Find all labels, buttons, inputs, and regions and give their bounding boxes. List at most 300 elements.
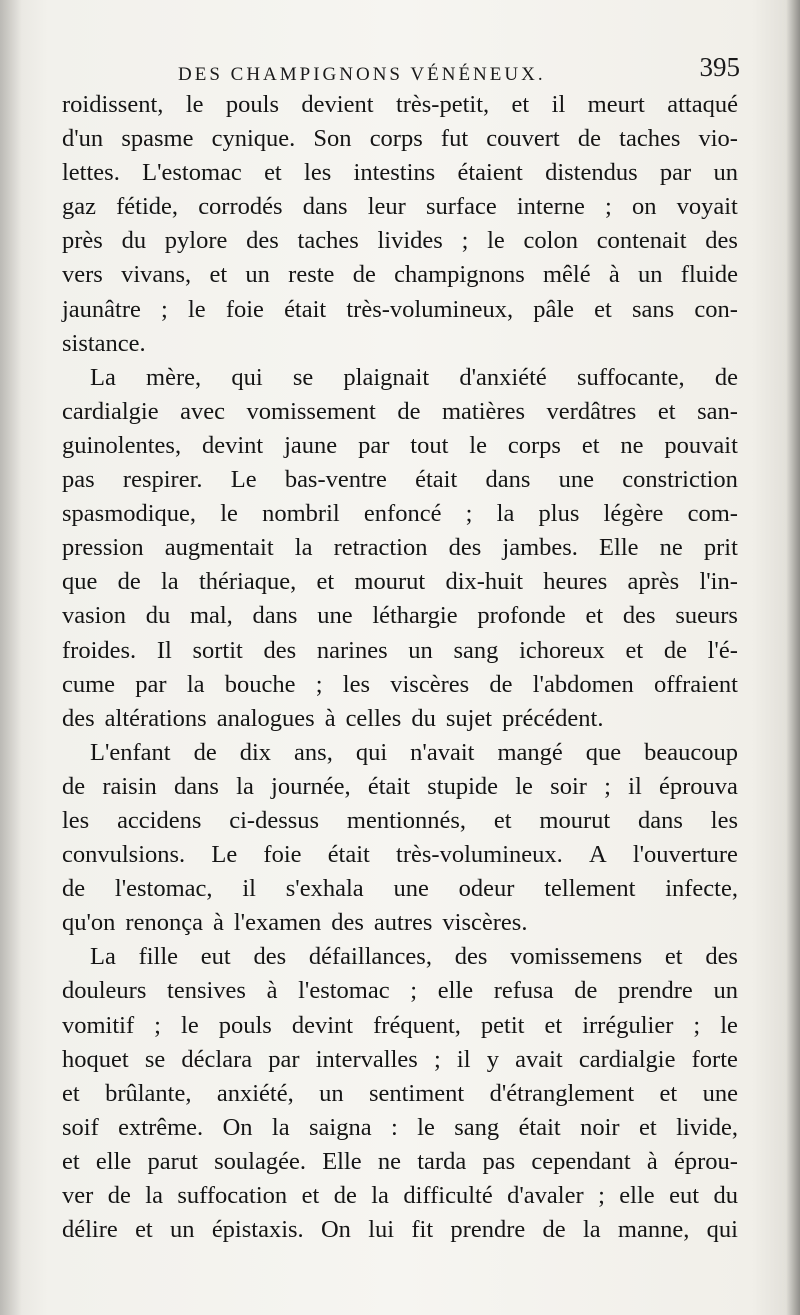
- word: pression: [62, 534, 144, 562]
- word: le: [185, 91, 204, 118]
- word: de: [117, 568, 141, 596]
- word: devint: [291, 1011, 354, 1039]
- word: s'exhala: [285, 875, 364, 903]
- word: respirer.: [122, 466, 203, 494]
- text-line: [62, 974, 738, 1008]
- text-line: [62, 838, 738, 872]
- word: et: [62, 1079, 80, 1107]
- word: à: [324, 704, 336, 732]
- word: taches: [297, 227, 359, 255]
- text-line: [62, 1213, 738, 1247]
- word: bas-ventre: [284, 466, 387, 494]
- word: et: [581, 431, 600, 459]
- word: déclara: [181, 1045, 253, 1073]
- word: vasion: [62, 602, 126, 630]
- word: pouls: [225, 91, 279, 118]
- word: extrême.: [118, 1113, 204, 1141]
- word: défaillances,: [308, 943, 432, 971]
- text-line: [62, 1043, 738, 1077]
- text-line: [62, 190, 738, 224]
- word: irrégulier: [582, 1011, 674, 1039]
- text-line: [62, 804, 738, 838]
- word: ver: [62, 1182, 94, 1209]
- page-edge-shadow: [786, 0, 800, 1315]
- word: Son: [313, 125, 352, 153]
- word: l'in-: [699, 568, 738, 596]
- word: cardialgie: [578, 1045, 676, 1073]
- text-line: [62, 599, 738, 633]
- word: il: [242, 875, 256, 903]
- word: devint: [201, 431, 264, 459]
- word: vio-: [698, 125, 738, 153]
- word: vivans,: [121, 261, 192, 289]
- word: et: [511, 91, 530, 118]
- word: roidissent,: [62, 91, 164, 118]
- word: fréquent,: [373, 1011, 461, 1039]
- word: eut: [200, 943, 231, 971]
- word: infecte,: [665, 875, 738, 903]
- word: le: [515, 772, 533, 800]
- word: elle: [437, 977, 474, 1005]
- word: éprou-: [674, 1147, 738, 1175]
- word: près: [62, 227, 103, 255]
- word: jambes.: [502, 534, 578, 562]
- word: de: [352, 261, 376, 289]
- word: des: [705, 943, 738, 971]
- word: Elle: [322, 1147, 362, 1175]
- word: il: [628, 772, 642, 800]
- word: et: [62, 1147, 80, 1175]
- word: pouls: [218, 1011, 272, 1039]
- word: tellement: [544, 875, 636, 903]
- word: de: [333, 1182, 357, 1209]
- word: de: [542, 1216, 566, 1244]
- word: les: [342, 670, 370, 698]
- word: on: [631, 193, 657, 221]
- word: léthargie: [372, 602, 458, 630]
- word: renonça: [125, 909, 203, 937]
- word: le: [220, 500, 238, 528]
- word: colon: [523, 227, 578, 255]
- word: matières: [442, 397, 525, 425]
- word: ci-dessus: [229, 806, 320, 834]
- word: le: [487, 227, 505, 255]
- word: par: [135, 670, 167, 698]
- word: et: [544, 1011, 563, 1039]
- word: dans: [302, 193, 348, 221]
- word: d'étranglement: [489, 1079, 635, 1107]
- word: de: [577, 125, 601, 153]
- text-line: [62, 463, 738, 497]
- word: qui: [231, 363, 263, 391]
- word: la: [186, 670, 205, 698]
- word: vomitif: [62, 1011, 135, 1039]
- text-line: [62, 122, 738, 156]
- word: cynique.: [211, 125, 296, 153]
- word: ;: [154, 1011, 161, 1039]
- word: pylore: [164, 227, 228, 255]
- word: et: [594, 295, 612, 323]
- word: tout: [410, 431, 449, 459]
- word: à: [212, 909, 224, 937]
- word: ans,: [294, 738, 333, 766]
- word: petit: [480, 1011, 525, 1039]
- word: ne: [620, 431, 644, 459]
- word: cume: [62, 670, 116, 698]
- word: et: [264, 159, 282, 187]
- word: mourut: [539, 806, 611, 834]
- word: retraction: [333, 534, 428, 562]
- word: et: [316, 568, 335, 596]
- word: à: [608, 261, 620, 289]
- word: était: [415, 466, 458, 494]
- word: de: [663, 636, 687, 664]
- text-line: [62, 1077, 738, 1111]
- word: On: [320, 1216, 351, 1244]
- word: le: [188, 295, 206, 323]
- word: spasme: [121, 125, 194, 153]
- word: elle: [95, 1147, 132, 1175]
- word: très-petit,: [395, 91, 490, 118]
- word: et: [638, 1113, 657, 1141]
- text-line: [62, 531, 738, 565]
- word: convulsions.: [62, 841, 186, 869]
- word: sentiment: [368, 1079, 465, 1107]
- word: un: [713, 159, 738, 187]
- word: spasmodique,: [62, 500, 197, 528]
- word: l'ouverture: [632, 841, 738, 869]
- word: du: [145, 602, 171, 630]
- word: prit: [703, 534, 738, 562]
- word: manne,: [617, 1216, 690, 1244]
- word: sang: [454, 1113, 500, 1141]
- word: fétide,: [116, 193, 179, 221]
- word: précédent.: [502, 704, 604, 732]
- text-line: [62, 156, 738, 190]
- word: guinolentes,: [62, 431, 182, 459]
- word: par: [268, 1045, 300, 1073]
- word: de: [62, 875, 86, 903]
- word: cependant: [531, 1147, 631, 1175]
- word: une: [393, 875, 429, 903]
- word: contenait: [596, 227, 687, 255]
- word: elle: [619, 1182, 655, 1209]
- text-line: [62, 293, 738, 327]
- word: livide,: [676, 1113, 738, 1141]
- word: qui: [355, 738, 388, 766]
- word: la: [371, 1182, 389, 1209]
- word: ;: [604, 772, 611, 800]
- word: que: [62, 568, 98, 596]
- word: journée,: [271, 772, 351, 800]
- word: des: [331, 909, 364, 937]
- word: cardialgie: [62, 397, 159, 425]
- word: avec: [180, 397, 225, 425]
- word: leur: [367, 193, 406, 221]
- word: qui: [706, 1216, 738, 1244]
- word: pouvait: [664, 431, 738, 459]
- word: fut: [440, 125, 469, 153]
- page-header: [60, 52, 740, 92]
- word: La: [90, 943, 116, 971]
- word: soulagée.: [214, 1147, 306, 1175]
- word: dix-huit: [445, 568, 524, 596]
- word: lettes.: [62, 159, 120, 187]
- word: de: [193, 738, 217, 766]
- word: L'enfant: [90, 738, 171, 766]
- word: que: [585, 738, 622, 766]
- word: offraient: [654, 670, 738, 698]
- word: augmentait: [164, 534, 274, 562]
- word: vers: [62, 261, 103, 289]
- word: dans: [485, 466, 531, 494]
- word: était: [327, 841, 370, 869]
- word: des: [62, 704, 95, 732]
- word: profonde: [477, 602, 566, 630]
- word: gaz: [62, 193, 96, 221]
- word: mangé: [497, 738, 563, 766]
- word: et: [664, 943, 683, 971]
- word: la: [271, 1113, 290, 1141]
- word: à: [266, 977, 278, 1005]
- word: con-: [694, 295, 738, 323]
- word: plaignait: [343, 363, 430, 391]
- word: :: [390, 1113, 398, 1141]
- word: foie: [263, 841, 302, 869]
- word: du: [121, 227, 147, 255]
- word: et: [209, 261, 228, 289]
- word: livides: [377, 227, 443, 255]
- word: le: [720, 1011, 738, 1039]
- word: se: [292, 363, 314, 391]
- text-line: [62, 395, 738, 429]
- word: altérations: [104, 704, 207, 732]
- word: très-volumineux,: [346, 295, 514, 323]
- word: ;: [410, 977, 418, 1005]
- word: fluide: [680, 261, 738, 289]
- text-line: [62, 361, 738, 395]
- word: éprouva: [659, 772, 738, 800]
- word: du: [411, 704, 436, 732]
- text-line: [62, 634, 738, 668]
- word: mourut: [354, 568, 426, 596]
- word: du: [713, 1182, 738, 1209]
- word: viscères: [390, 670, 470, 698]
- word: à: [646, 1147, 658, 1175]
- word: la: [161, 568, 179, 596]
- word: forte: [691, 1045, 738, 1073]
- word: corps: [369, 125, 423, 153]
- word: la: [236, 772, 254, 800]
- word: sujet: [445, 704, 493, 732]
- word: tensives: [167, 977, 246, 1005]
- text-line: [62, 565, 738, 599]
- word: de: [574, 977, 598, 1005]
- word: fit: [411, 1216, 434, 1244]
- word: était: [367, 772, 411, 800]
- word: pâle: [533, 295, 575, 323]
- word: sueurs: [675, 602, 738, 630]
- word: très-volumineux.: [396, 841, 563, 869]
- word: étaient: [457, 159, 523, 187]
- word: prendre: [617, 977, 693, 1005]
- word: analogues: [216, 704, 315, 732]
- word: d'un: [62, 125, 104, 153]
- word: vomissement: [246, 397, 376, 425]
- word: une: [558, 466, 595, 494]
- word: constriction: [622, 466, 738, 494]
- word: noir: [580, 1113, 620, 1141]
- word: des: [705, 227, 738, 255]
- word: raisin: [102, 772, 157, 800]
- word: nombril: [262, 500, 340, 528]
- word: heures: [543, 568, 608, 596]
- word: fille: [138, 943, 179, 971]
- word: Le: [211, 841, 238, 869]
- word: sistance.: [62, 329, 146, 357]
- word: celles: [345, 704, 402, 732]
- word: douleurs: [62, 977, 147, 1005]
- text-line: [62, 327, 738, 361]
- word: dix: [239, 738, 272, 766]
- word: n'avait: [410, 738, 475, 766]
- word: corrodés: [198, 193, 283, 221]
- text-line: [62, 497, 738, 531]
- word: des: [448, 534, 482, 562]
- word: jaune: [284, 431, 338, 459]
- word: com-: [687, 500, 738, 528]
- word: de: [107, 1182, 131, 1209]
- word: un: [713, 977, 738, 1005]
- page-gutter-shadow: [0, 0, 22, 1315]
- word: accidens: [117, 806, 202, 834]
- word: était: [518, 1113, 561, 1141]
- word: difficulté: [403, 1182, 493, 1209]
- word: et: [301, 1182, 320, 1209]
- word: champignons: [394, 261, 525, 289]
- text-line: [62, 906, 738, 940]
- word: mentionnés,: [346, 806, 467, 834]
- word: dans: [174, 772, 219, 800]
- text-line: [62, 429, 738, 463]
- body-text: [62, 88, 738, 1247]
- word: des: [622, 602, 656, 630]
- word: viscères.: [442, 909, 528, 937]
- word: et: [585, 602, 604, 630]
- word: un: [408, 636, 433, 664]
- word: d'avaler: [507, 1182, 584, 1209]
- word: devient: [301, 91, 374, 118]
- text-line: [62, 1009, 738, 1043]
- word: de: [489, 670, 513, 698]
- word: il: [551, 91, 566, 118]
- word: de: [62, 772, 86, 800]
- word: ;: [315, 670, 323, 698]
- word: eut: [669, 1182, 700, 1209]
- word: des: [253, 943, 287, 971]
- word: des: [454, 943, 488, 971]
- text-line: [62, 1111, 738, 1145]
- word: jaunâtre: [62, 295, 141, 323]
- word: hoquet: [62, 1045, 129, 1073]
- word: brûlante,: [105, 1079, 192, 1107]
- running-title: DES CHAMPIGNONS VÉNÉNEUX.: [178, 64, 546, 85]
- word: beaucoup: [644, 738, 738, 766]
- word: après: [627, 568, 680, 596]
- word: y: [486, 1045, 499, 1073]
- word: sans: [632, 295, 675, 323]
- word: prendre: [450, 1216, 526, 1244]
- word: thériaque,: [198, 568, 297, 596]
- word: La: [90, 363, 116, 391]
- word: reste: [288, 261, 335, 289]
- word: odeur: [458, 875, 515, 903]
- word: par: [358, 431, 390, 459]
- text-line: [62, 940, 738, 974]
- text-line: [62, 1179, 738, 1213]
- word: une: [317, 602, 353, 630]
- word: verdâtres: [546, 397, 637, 425]
- word: mêlé: [543, 261, 591, 289]
- word: Elle: [599, 534, 639, 562]
- text-line: [62, 224, 738, 258]
- word: vomissemens: [510, 943, 643, 971]
- word: bouche: [224, 670, 296, 698]
- word: d'anxiété: [459, 363, 547, 391]
- word: pas: [62, 466, 95, 494]
- word: suffocante,: [576, 363, 685, 391]
- word: la: [145, 1182, 163, 1209]
- word: corps: [507, 431, 561, 459]
- text-line: [62, 88, 738, 122]
- word: ;: [433, 1045, 441, 1073]
- word: l'estomac,: [114, 875, 213, 903]
- word: narines: [316, 636, 388, 664]
- word: ;: [461, 227, 469, 255]
- word: ;: [605, 193, 612, 221]
- word: stupide: [427, 772, 499, 800]
- word: autres: [373, 909, 433, 937]
- word: saigna: [308, 1113, 372, 1141]
- word: ;: [693, 1011, 701, 1039]
- text-line: [62, 702, 738, 736]
- word: intervalles: [315, 1045, 418, 1073]
- word: ichoreux: [519, 636, 605, 664]
- word: et: [657, 397, 676, 425]
- word: un: [638, 261, 663, 289]
- word: épistaxis.: [211, 1216, 304, 1244]
- word: il: [456, 1045, 471, 1073]
- word: On: [222, 1113, 253, 1141]
- word: surface: [425, 193, 497, 221]
- word: Le: [230, 466, 257, 494]
- word: les: [710, 806, 738, 834]
- word: la: [294, 534, 313, 562]
- word: légère: [603, 500, 664, 528]
- word: dans: [638, 806, 683, 834]
- word: avait: [515, 1045, 563, 1073]
- word: l'é-: [707, 636, 738, 664]
- word: et: [135, 1216, 153, 1244]
- word: froides.: [62, 636, 137, 664]
- word: le: [469, 431, 487, 459]
- word: les: [62, 806, 90, 834]
- word: ne: [377, 1147, 402, 1175]
- word: le: [417, 1113, 435, 1141]
- word: foie: [225, 295, 264, 323]
- word: un: [170, 1216, 195, 1244]
- word: soif: [62, 1113, 99, 1141]
